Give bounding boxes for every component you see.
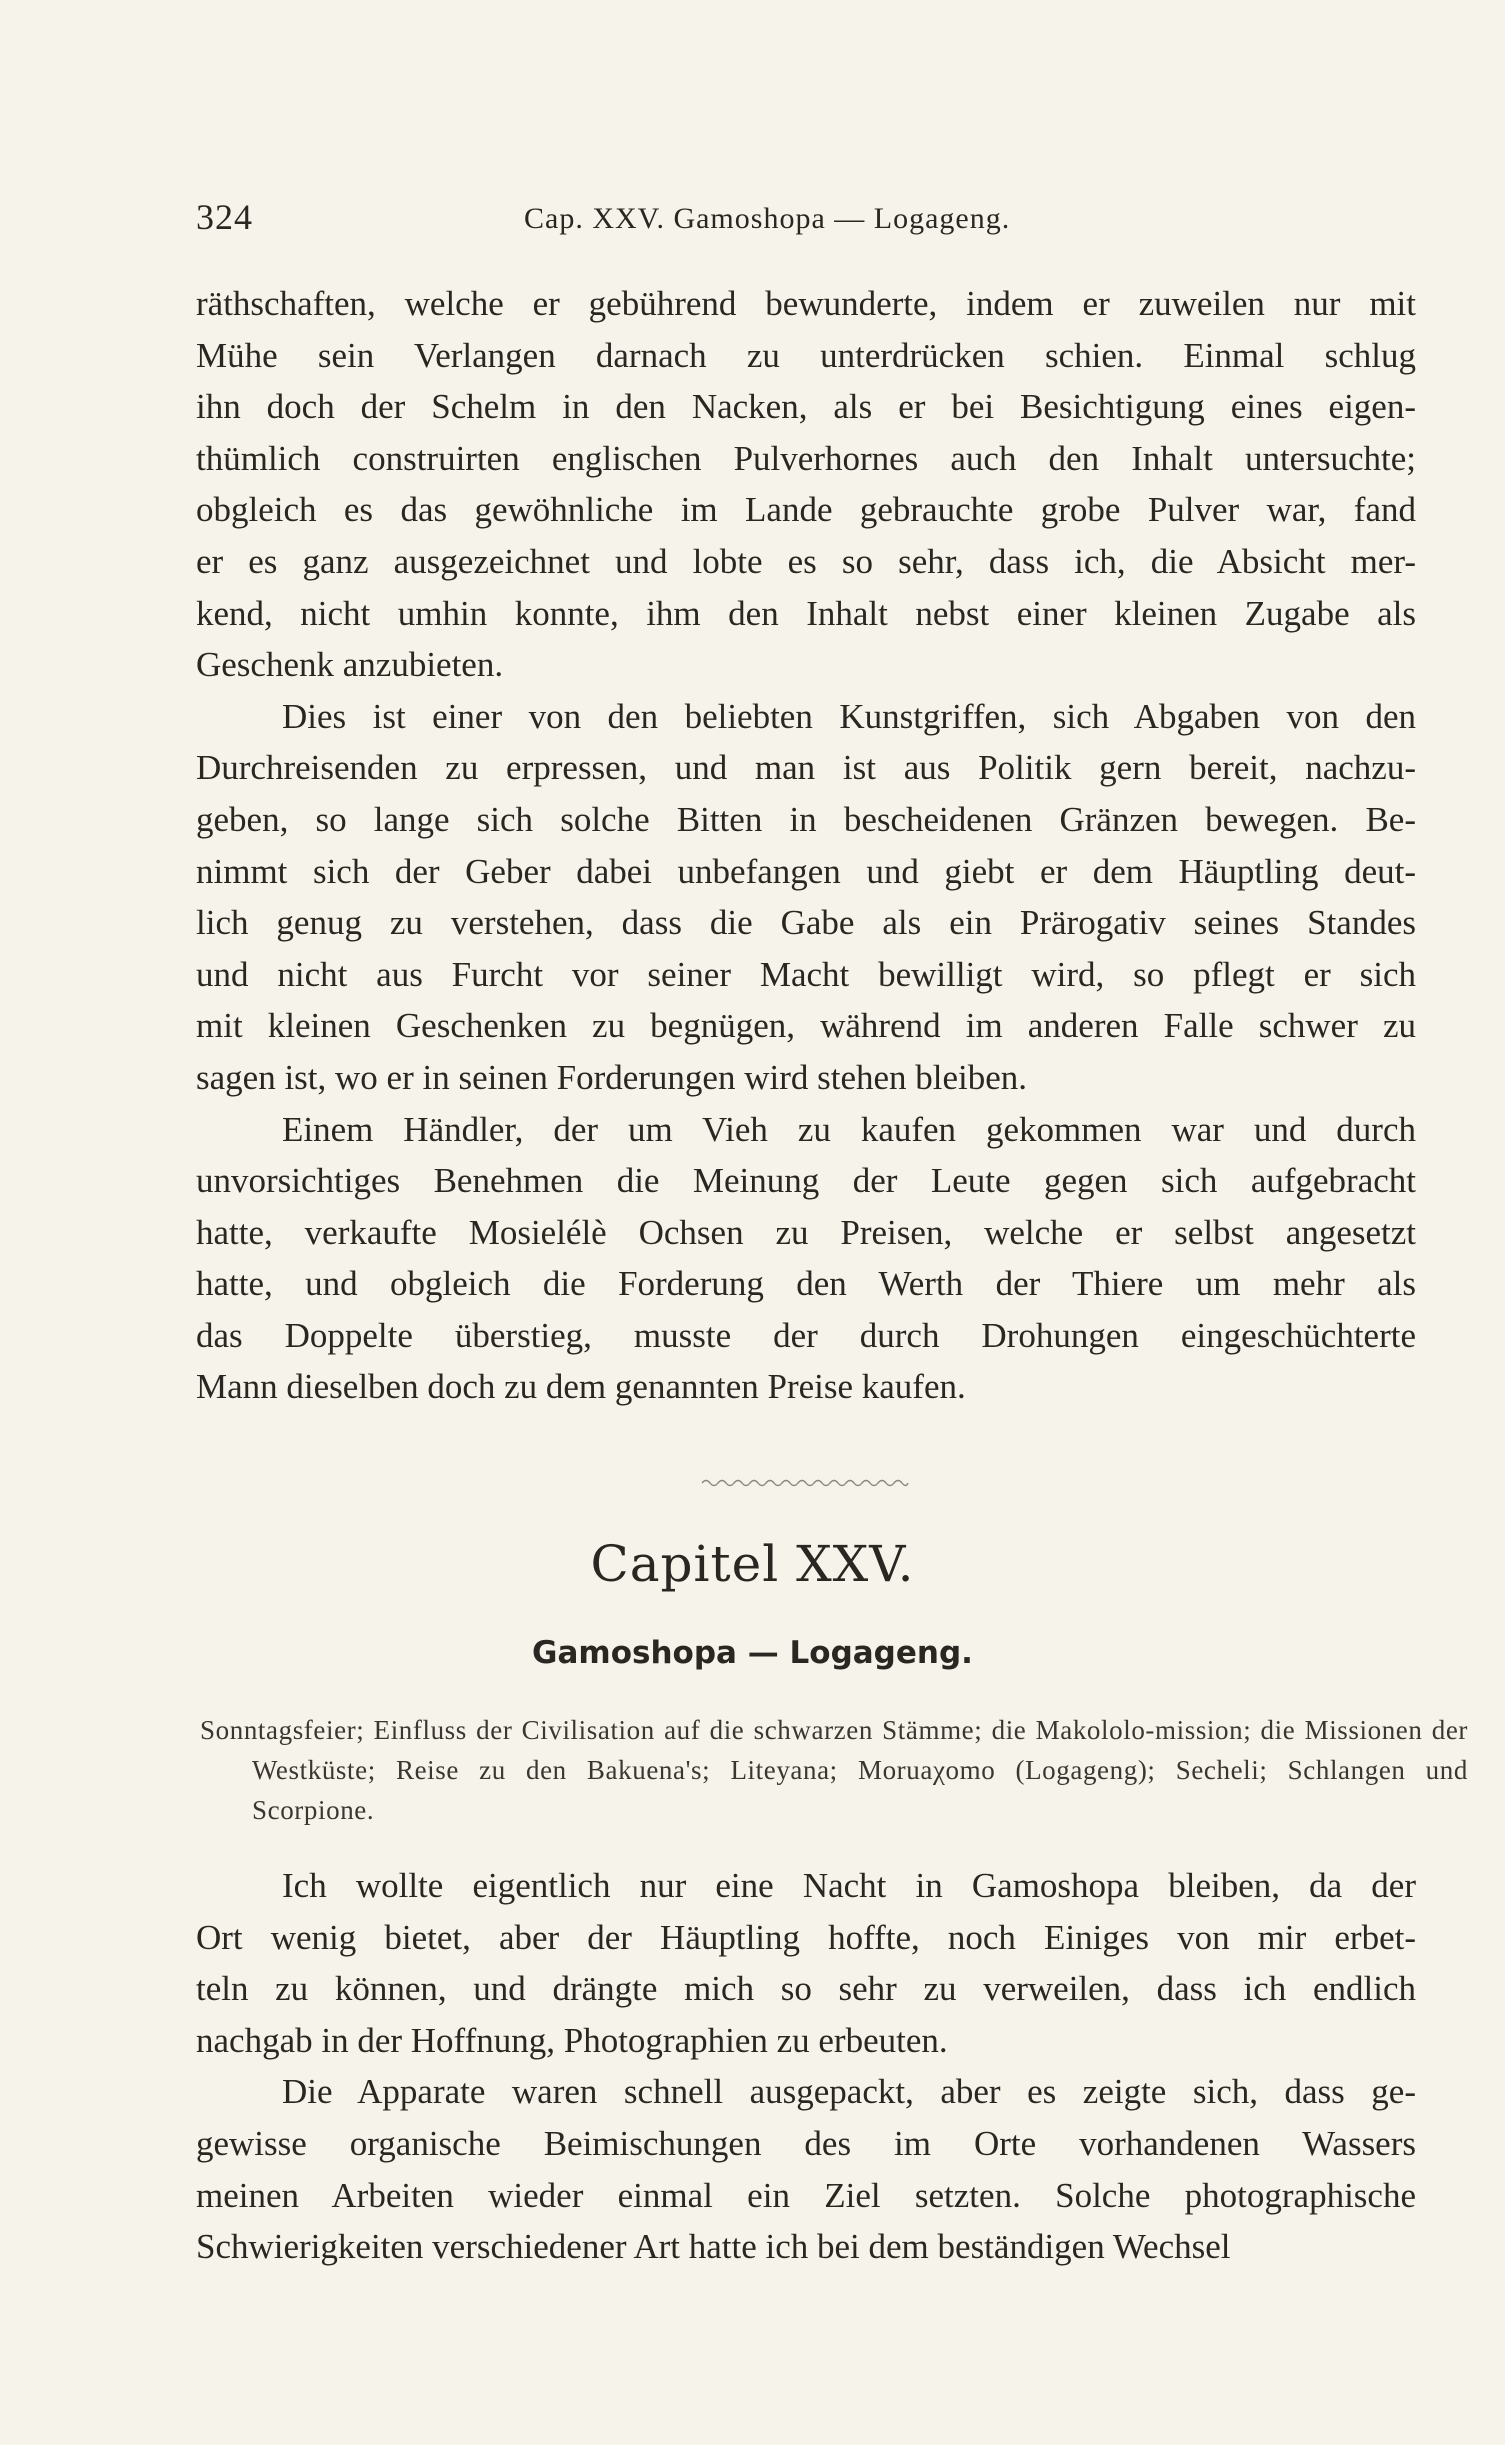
paragraph xyxy=(196,1104,1416,1414)
text-line: räthschaften, welche er gebührend bewunderte, indem er zuweilen nur mit xyxy=(196,284,1416,323)
ornament-divider xyxy=(700,1476,910,1490)
text-line: gewisse organische Beimischungen des im Orte vorhandenen Wassers xyxy=(196,2123,1416,2163)
text-line: obgleich es das gewöhnliche im Lande gebrauchte grobe Pulver war, fand xyxy=(196,490,1416,530)
chapter-subtitle: Gamoshopa — Logageng. xyxy=(532,1635,973,1671)
text-line: mit kleinen Geschenken zu begnügen, während im anderen Falle schwer zu xyxy=(196,1006,1416,1046)
text-line: sagen ist, wo er in seinen Forderungen wird stehen bleiben. xyxy=(196,1057,1028,1097)
text-line: lich genug zu verstehen, dass die Gabe als ein Prärogativ seines Standes xyxy=(196,903,1416,943)
bottom-text-column xyxy=(196,1860,1416,2273)
page-number: 324 xyxy=(196,197,253,237)
paragraph xyxy=(196,1860,1416,2066)
paragraph xyxy=(196,2066,1416,2272)
text-line: Schwierigkeiten verschiedener Art hatte ich bei dem beständigen Wechsel xyxy=(196,2227,1231,2267)
text-line: und nicht aus Furcht vor seiner Macht bewilligt wird, so pflegt er sich xyxy=(196,954,1416,994)
text-line: geben, so lange sich solche Bitten in bescheidenen Gränzen bewegen. Be- xyxy=(196,799,1416,839)
text-line: Ort wenig bietet, aber der Häuptling hoffte, noch Einiges von mir erbet- xyxy=(196,1917,1416,1957)
text-line: hatte, verkaufte Mosielélè Ochsen zu Preisen, welche er selbst angesetzt xyxy=(196,1212,1416,1252)
running-head xyxy=(196,196,1416,246)
text-line: nimmt sich der Geber dabei unbefangen und giebt er dem Häuptling deut- xyxy=(196,851,1416,891)
paragraph xyxy=(196,278,1416,691)
text-line: Einem Händler, der um Vieh zu kaufen gekommen war und durch xyxy=(282,1109,1416,1149)
chapter-summary: Sonntagsfeier; Einfluss der Civilisation auf die schwarzen Stämme; die Makololo-mission; die Missionen der Westküste; Reise zu den Bakuena's; Liteyana; Moruaχomo (Logageng); Secheli; Schlangen und Scorpione. xyxy=(200,1715,1468,1825)
text-line: meinen Arbeiten wieder einmal ein Ziel setzten. Solche photographische xyxy=(196,2175,1416,2215)
text-line: hatte, und obgleich die Forderung den Werth der Thiere um mehr als xyxy=(196,1264,1416,1304)
text-line: kend, nicht umhin konnte, ihm den Inhalt nebst einer kleinen Zugabe als xyxy=(196,593,1416,633)
text-line: Dies ist einer von den beliebten Kunstgriffen, sich Abgaben von den xyxy=(282,696,1416,736)
text-line: Geschenk anzubieten. xyxy=(196,645,504,685)
chapter-title: Capitel XXV. xyxy=(590,1535,915,1593)
text-line: er es ganz ausgezeichnet und lobte es so sehr, dass ich, die Absicht mer- xyxy=(196,541,1416,581)
text-line: ihn doch der Schelm in den Nacken, als er bei Besichtigung eines eigen- xyxy=(196,387,1416,427)
top-text-column xyxy=(196,278,1416,1413)
text-line: Ich wollte eigentlich nur eine Nacht in Gamoshopa bleiben, da der xyxy=(282,1866,1416,1905)
text-line: thümlich construirten englischen Pulverhornes auch den Inhalt untersuchte; xyxy=(196,438,1416,478)
text-line: das Doppelte überstieg, musste der durch Drohungen eingeschüchterte xyxy=(196,1315,1416,1355)
text-line: Mühe sein Verlangen darnach zu unterdrücken schien. Einmal schlug xyxy=(196,335,1416,375)
paragraph xyxy=(196,691,1416,1104)
running-title: Cap. XXV. Gamoshopa — Logageng. xyxy=(524,202,1011,235)
text-line: Durchreisenden zu erpressen, und man ist aus Politik gern bereit, nachzu- xyxy=(196,748,1416,788)
text-line: nachgab in der Hoffnung, Photographien zu erbeuten. xyxy=(196,2020,948,2060)
text-line: teln zu können, und drängte mich so sehr zu verweilen, dass ich endlich xyxy=(196,1969,1416,2009)
text-line: Die Apparate waren schnell ausgepackt, aber es zeigte sich, dass ge- xyxy=(282,2072,1416,2112)
text-line: unvorsichtiges Benehmen die Meinung der Leute gegen sich aufgebracht xyxy=(196,1161,1416,1201)
text-line: Mann dieselben doch zu dem genannten Preise kaufen. xyxy=(196,1367,966,1407)
